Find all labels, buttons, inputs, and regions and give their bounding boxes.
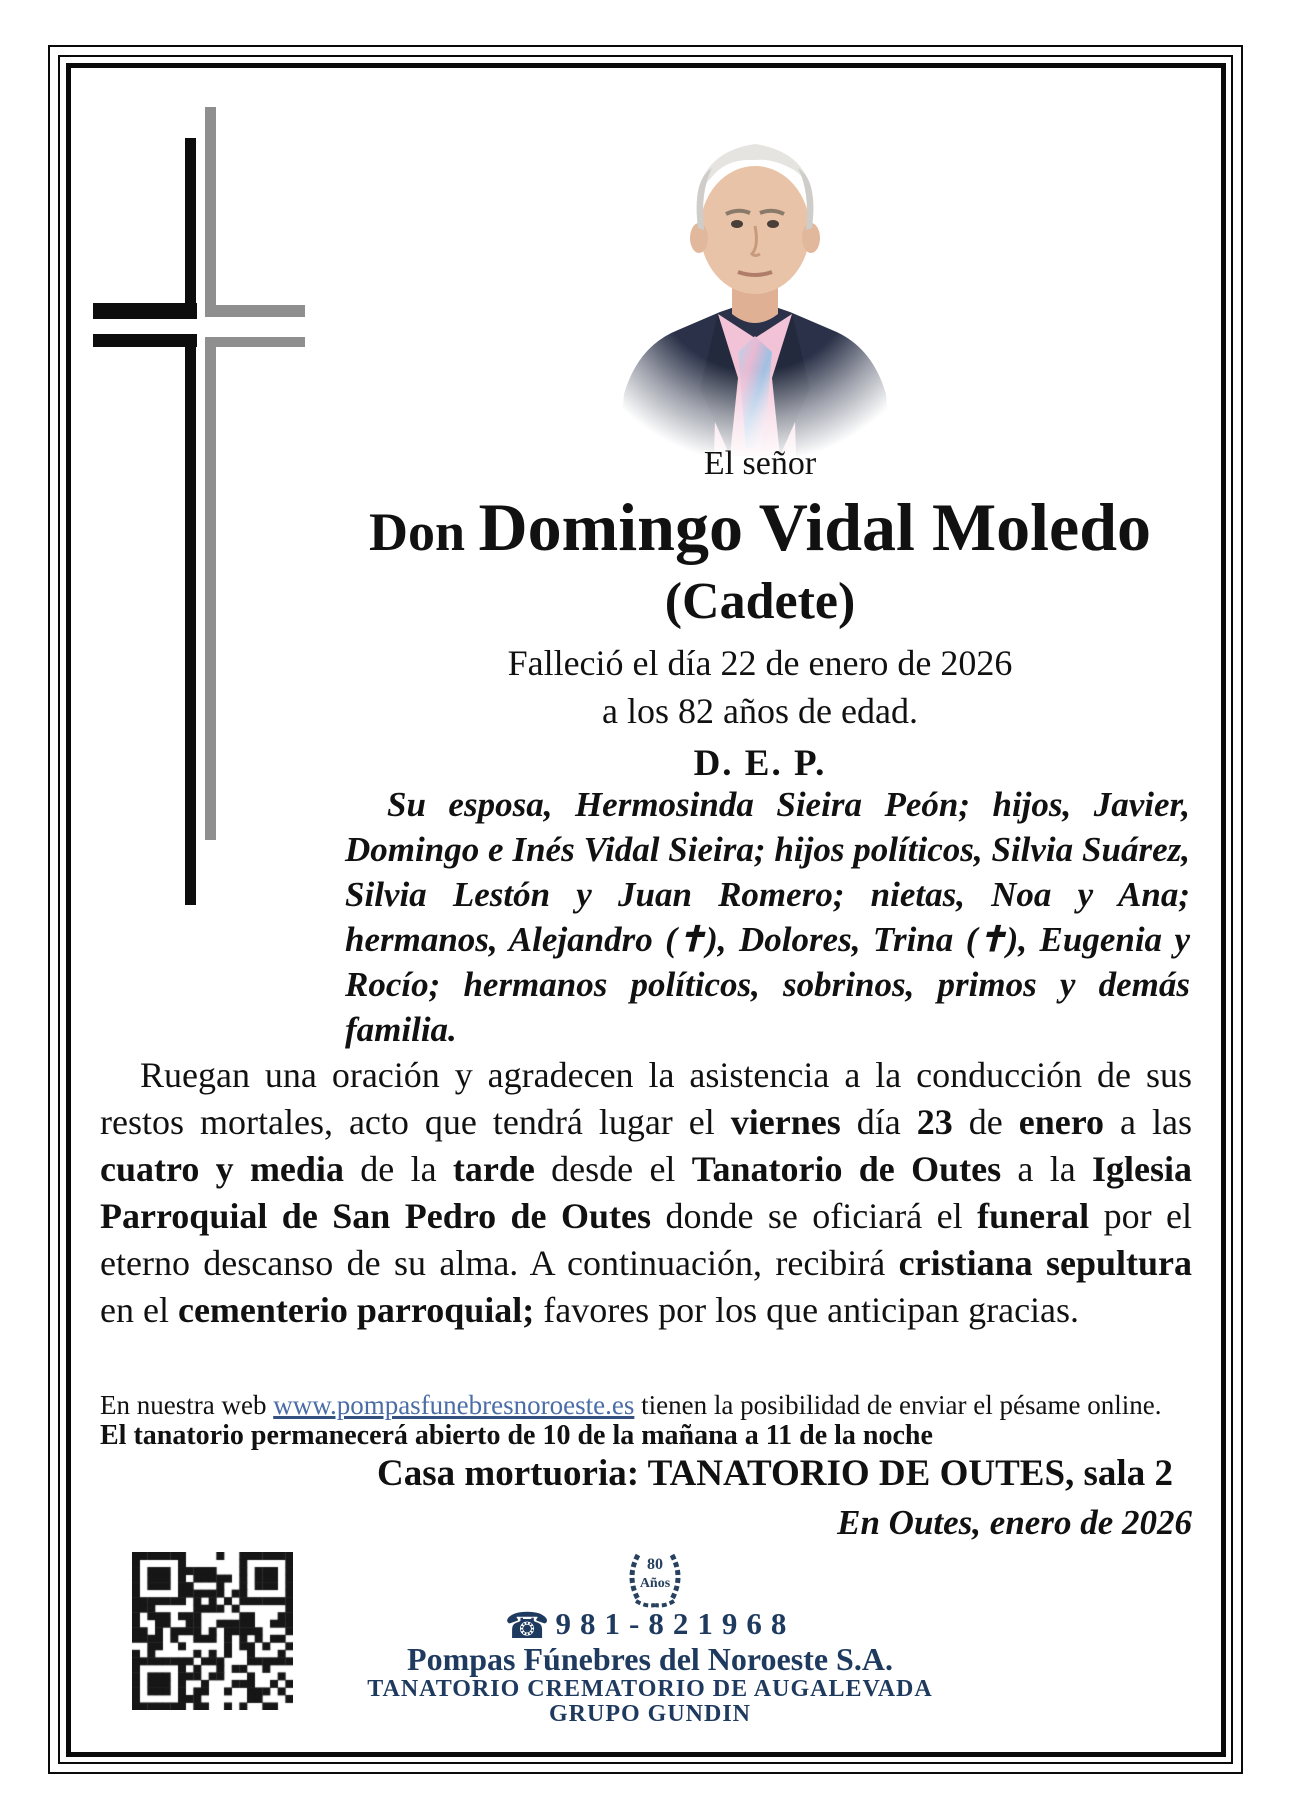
funeral-company-name: Pompas Fúnebres del Noroeste S.A. [407, 1641, 893, 1677]
deceased-nickname: (Cadete) [664, 573, 856, 630]
deceased-name: Domingo Vidal Moledo [478, 489, 1152, 565]
group-name: GRUPO GUNDIN [549, 1701, 751, 1727]
cross-black-arm-lower [93, 334, 197, 347]
telephone-icon: ☎ [504, 1606, 550, 1647]
phone-number: 981-821968 [555, 1606, 796, 1641]
place-date-line: En Outes, enero de 2026 [837, 1503, 1192, 1542]
family-paragraph: Su esposa, Hermosinda Sieira Peón; hijos, Javier, Domingo e Inés Vidal Sieira; hijos políticos, Silvia Suárez, Silvia Lestón y Juan Romero; nietas, Noa y Ana; hermanos, Alejandro (✝), Dolores, Trina (✝), Eugenia y Rocío; hermanos políticos, sobrinos, primos y demás familia. [345, 785, 1190, 1049]
web-condolence-line [100, 1390, 1161, 1421]
anniversary-word: Años [639, 1576, 671, 1591]
dep-abbreviation: D. E. P. [693, 743, 827, 784]
anniversary-laurel-logo [622, 1549, 688, 1611]
condolence-website-link[interactable]: www.pompasfunebresnoroeste.es [273, 1390, 635, 1420]
web-line-suffix: tienen la posibilidad de enviar el pésame online. [634, 1390, 1162, 1420]
deceased-portrait-photo [580, 88, 930, 456]
name-prefix: Don [368, 502, 479, 562]
cross-gray-arm-upper [205, 305, 305, 317]
deceased-name-line [320, 490, 1200, 569]
mortuary-hours-line: El tanatorio permanecerá abierto de 10 de la mañana a 11 de la noche [100, 1420, 933, 1451]
cross-black-vertical-bottom [185, 347, 196, 905]
crematorium-name: TANATORIO CREMATORIO DE AUGALEVADA [367, 1676, 933, 1702]
web-line-prefix: En nuestra web [100, 1390, 274, 1420]
cross-gray-arm-lower [205, 337, 305, 347]
mortuary-house-line: Casa mortuoria: TANATORIO DE OUTES, sala 2 [377, 1453, 1173, 1494]
cross-black-arm-upper [93, 303, 197, 319]
cross-gray-vertical-bottom [205, 347, 216, 840]
death-age-line: a los 82 años de edad. [602, 691, 918, 731]
cross-gray-vertical-top [205, 107, 216, 305]
anniversary-number: 80 [647, 1556, 663, 1573]
honorific-intro: El señor [703, 445, 817, 482]
death-date-line: Falleció el día 22 de enero de 2026 [507, 643, 1013, 683]
funeral-details-paragraph: Ruegan una oración y agradecen la asistencia a la conducción de sus restos mortales, acto que tendrá lugar el viernes día 23 de enero a las cuatro y media de la tarde desde el Tanatorio de Outes a la Iglesia Parroquial de San Pedro de Outes donde se oficiará el funeral por el eterno descanso de su alma. A continuación, recibirá cristiana sepultura en el cementerio parroquial; favores por los que anticipan gracias. [100, 1055, 1193, 1330]
cross-black-vertical-top [185, 138, 196, 303]
